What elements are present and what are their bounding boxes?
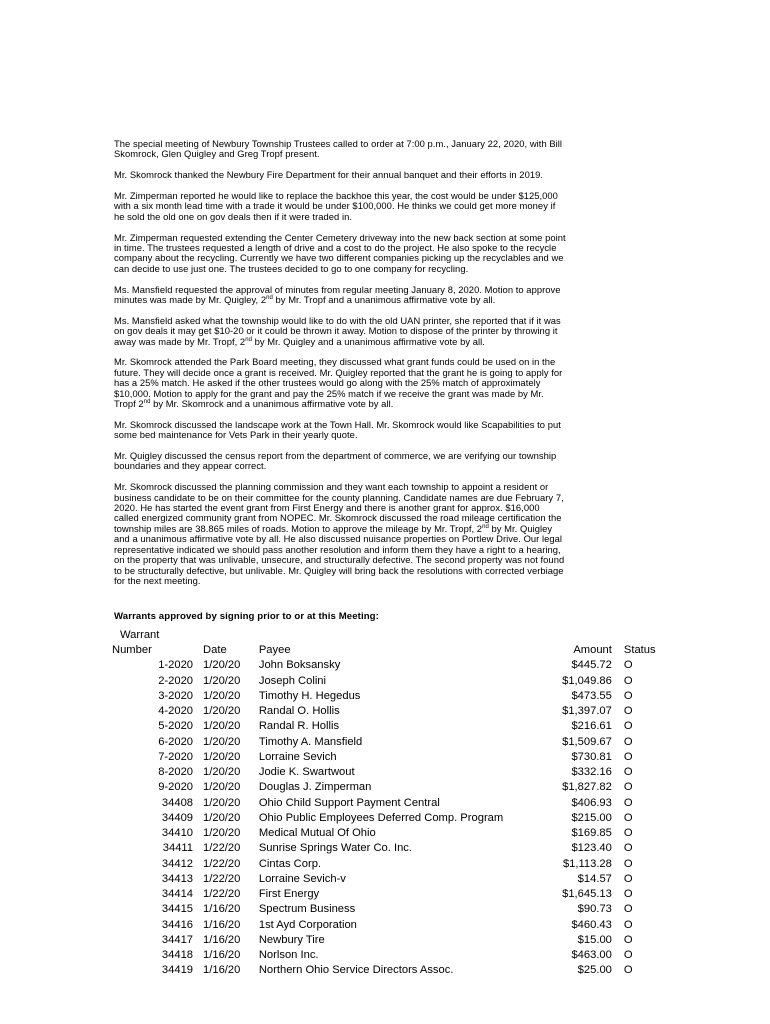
warrant-status: O: [623, 964, 633, 977]
table-row: [112, 917, 672, 932]
warrant-number: 34415: [161, 903, 194, 916]
warrant-number: 34408: [161, 796, 194, 809]
warrant-amount: $473.55: [571, 689, 612, 702]
warrant-status: O: [623, 857, 633, 870]
warrant-payee: Ohio Public Employees Deferred Comp. Program: [258, 811, 504, 824]
warrant-number: 9-2020: [158, 781, 194, 794]
warrant-date: 1/20/20: [203, 766, 241, 779]
warrant-status: O: [623, 888, 633, 901]
warrant-date: 1/20/20: [203, 811, 241, 824]
warrant-payee: John Boksansky: [258, 659, 341, 672]
minutes-paragraph: Mr. Skomrock discussed the planning commission and they want each township to appoint a resident or business candidate to be on their committee for the county planning. Candidate names are due February 7, 2020. He has started the event grant from First Energy and there is another grant for approx. $16,000 called energized community grant from NOPEC. Mr. Skomrock discussed the road mileage certification the township miles are 38.865 miles of roads. Motion to approve the mileage by Mr. Tropf, 2nd by Mr. Quigley and a unanimous affirmative vote by all. He also discussed nuisance properties on Portlew Drive. Our legal representative indicated we should pass another resolution and inform them they have a right to a hearing, on the property that was unlivable, unsecure, and structurally defective. The second property was not found to be structurally defective, but unlivable. Mr. Quigley will bring back the resolutions with corrected verbiage for the next meeting.: [114, 481, 565, 586]
warrant-date: 1/20/20: [203, 735, 241, 748]
warrant-amount: $460.43: [571, 918, 612, 931]
table-row: [112, 719, 672, 734]
warrant-amount: $332.16: [571, 766, 612, 779]
warrant-payee: First Energy: [258, 888, 320, 901]
warrant-status: O: [623, 689, 633, 702]
warrant-amount: $25.00: [577, 964, 612, 977]
warrant-date: 1/20/20: [203, 720, 241, 733]
warrant-date: 1/22/20: [203, 842, 241, 855]
warrant-payee: Douglas J. Zimperman: [258, 781, 372, 794]
table-row: [112, 765, 672, 780]
warrant-status: O: [623, 659, 633, 672]
table-row: [112, 841, 672, 856]
warrant-date: 1/20/20: [203, 659, 241, 672]
warrant-status: O: [623, 720, 633, 733]
warrant-number: 34418: [161, 949, 194, 962]
warrant-date: 1/20/20: [203, 674, 241, 687]
warrant-status: O: [623, 750, 633, 763]
table-row: [112, 856, 672, 871]
minutes-paragraph: Mr. Skomrock thanked the Newbury Fire Department for their annual banquet and their efforts in 2019.: [114, 169, 544, 181]
warrant-payee: 1st Ayd Corporation: [258, 918, 357, 931]
warrant-date: 1/20/20: [203, 705, 241, 718]
warrant-number: 8-2020: [158, 766, 194, 779]
table-row: [112, 688, 672, 703]
warrant-status: O: [623, 796, 633, 809]
table-row: [112, 963, 672, 978]
warrant-number: 34417: [161, 933, 194, 946]
table-row: [112, 887, 672, 902]
warrant-amount: $1,113.28: [562, 857, 612, 870]
table-row: [112, 704, 672, 719]
warrant-number: 34412: [161, 857, 194, 870]
warrant-date: 1/20/20: [203, 750, 241, 763]
warrant-number: 3-2020: [158, 689, 194, 702]
warrant-number: 34413: [161, 872, 194, 885]
warrant-payee: Sunrise Springs Water Co. Inc.: [258, 842, 413, 855]
warrant-payee: Timothy A. Mansfield: [258, 735, 363, 748]
warrant-payee: Northern Ohio Service Directors Assoc.: [258, 964, 454, 977]
warrant-date: 1/16/20: [203, 903, 241, 916]
table-row: [112, 780, 672, 795]
minutes-paragraph: Mr. Skomrock attended the Park Board meeting, they discussed what grant funds could be used on in the future. They will decide once a grant is received. Mr. Quigley reported that the grant he is going to apply for has a 25% match. He asked if the other trustees would go along with the 25% match of approximately $10,000. Motion to apply for the grant and pay the 25% match if we receive the grant was made by Mr. Tropf 2nd by Mr. Skomrock and a unanimous affirmative vote by all.: [114, 356, 563, 410]
warrant-payee: Newbury Tire: [258, 933, 325, 946]
warrant-payee: Joseph Colini: [258, 674, 327, 687]
warrant-status: O: [623, 872, 633, 885]
warrant-payee: Medical Mutual Of Ohio: [258, 827, 376, 840]
warrant-status: O: [623, 766, 633, 779]
warrant-payee: Lorraine Sevich: [258, 750, 337, 763]
warrant-number: 34414: [161, 888, 194, 901]
table-row: [112, 932, 672, 947]
warrant-amount: $15.00: [577, 933, 612, 946]
warrant-amount: $216.61: [571, 720, 612, 733]
warrant-date: 1/20/20: [203, 781, 241, 794]
warrant-status: O: [623, 781, 633, 794]
header-status: Status: [623, 644, 656, 656]
warrant-date: 1/20/20: [203, 689, 241, 702]
warrant-amount: $1,397.07: [562, 705, 612, 718]
minutes-paragraph: Ms. Mansfield requested the approval of minutes from regular meeting January 8, 2020. Motion to approve minutes was made by Mr. Quigley, 2nd by Mr. Tropf and a unanimous affirmative vote by all.: [114, 283, 561, 306]
table-row: [112, 826, 672, 841]
warrants-title: Warrants approved by signing prior to or at this Meeting:: [114, 611, 379, 622]
warrant-amount: $730.81: [571, 750, 612, 763]
warrant-payee: Lorraine Sevich-v: [258, 872, 346, 885]
warrant-amount: $123.40: [571, 842, 612, 855]
minutes-paragraph: Mr. Quigley discussed the census report from the department of commerce, we are verifying our township boundaries and they appear correct.: [114, 450, 557, 472]
warrant-date: 1/16/20: [203, 949, 241, 962]
warrant-number: 7-2020: [158, 750, 194, 763]
table-row: [112, 749, 672, 764]
warrant-number: 34416: [161, 918, 194, 931]
warrant-amount: $1,827.82: [562, 781, 612, 794]
warrant-status: O: [623, 949, 633, 962]
warrant-amount: $1,049.86: [562, 674, 612, 687]
minutes-paragraph: Ms. Mansfield asked what the township would like to do with the old UAN printer, she reported that if it was on gov deals it may get $10-20 or it could be thrown it away. Motion to dispose of the printer by throwing it away was made by Mr. Tropf, 2nd by Mr. Quigley and a unanimous affirmative vote by all.: [114, 314, 561, 347]
warrant-payee: Norlson Inc.: [258, 949, 319, 962]
table-row: [112, 948, 672, 963]
table-header-row: [112, 627, 672, 642]
warrant-number: 34411: [162, 842, 194, 855]
warrant-status: O: [623, 842, 633, 855]
warrant-status: O: [623, 674, 633, 687]
warrant-number: 34419: [161, 964, 194, 977]
header-amount: Amount: [573, 644, 612, 656]
warrants-table: [112, 627, 672, 978]
warrant-date: 1/20/20: [203, 796, 241, 809]
warrant-status: O: [623, 933, 633, 946]
warrant-date: 1/22/20: [203, 872, 241, 885]
warrant-number: 5-2020: [158, 720, 194, 733]
minutes-paragraph: The special meeting of Newbury Township Trustees called to order at 7:00 p.m., January 22, 2020, with Bill Skomrock, Glen Quigley and Greg Tropf present.: [114, 138, 563, 160]
warrant-status: O: [623, 811, 633, 824]
warrant-payee: Randal R. Hollis: [258, 720, 340, 733]
warrant-payee: Spectrum Business: [258, 903, 356, 916]
warrant-status: O: [623, 827, 633, 840]
warrant-number: 6-2020: [158, 735, 194, 748]
table-row: [112, 658, 672, 673]
warrant-payee: Jodie K. Swartwout: [258, 766, 355, 779]
warrant-status: O: [623, 903, 633, 916]
table-row: [112, 673, 672, 688]
warrant-amount: $14.57: [577, 872, 612, 885]
warrant-status: O: [623, 918, 633, 931]
warrant-payee: Cintas Corp.: [258, 857, 322, 870]
warrant-amount: $1,509.67: [562, 735, 612, 748]
warrant-number: 2-2020: [158, 674, 194, 687]
warrant-amount: $445.72: [571, 659, 612, 672]
warrant-amount: $90.73: [577, 903, 612, 916]
warrant-number: 4-2020: [158, 705, 194, 718]
warrant-number: 1-2020: [158, 659, 194, 672]
warrant-amount: $215.00: [571, 811, 612, 824]
minutes-paragraph: Mr. Zimperman reported he would like to replace the backhoe this year, the cost would be under $125,000 with a six month lead time with a trade it would be under $100,000. He thinks we could get more money if he sold the old one on gov deals then if it were traded in.: [114, 190, 558, 222]
warrants-section: [112, 611, 672, 978]
warrant-payee: Randal O. Hollis: [258, 705, 340, 718]
warrant-date: 1/16/20: [203, 918, 241, 931]
warrant-date: 1/22/20: [203, 857, 241, 870]
header-number: Number: [112, 644, 152, 656]
table-row: [112, 902, 672, 917]
warrant-date: 1/22/20: [203, 888, 241, 901]
table-header-row: [112, 642, 672, 658]
minutes-paragraph: Mr. Skomrock discussed the landscape work at the Town Hall. Mr. Skomrock would like Scapabilities to put some bed maintenance for Vets Park in their yearly quote.: [114, 418, 561, 441]
header-warrant: Warrant: [120, 628, 160, 641]
warrant-number: 34410: [161, 827, 194, 840]
warrant-status: O: [623, 705, 633, 718]
table-row: [112, 734, 672, 749]
warrant-amount: $463.00: [571, 949, 612, 962]
table-row: [112, 871, 672, 886]
warrant-date: 1/16/20: [203, 964, 241, 977]
warrant-amount: $169.85: [571, 827, 612, 840]
warrant-payee: Timothy H. Hegedus: [258, 689, 361, 702]
warrant-payee: Ohio Child Support Payment Central: [258, 796, 440, 809]
warrant-amount: $1,645.13: [562, 888, 612, 901]
meeting-minutes: [114, 139, 659, 597]
warrant-date: 1/20/20: [203, 827, 241, 840]
header-payee: Payee: [258, 644, 291, 656]
header-date: Date: [203, 644, 227, 656]
warrant-status: O: [623, 735, 633, 748]
warrant-amount: $406.93: [571, 796, 612, 809]
warrant-date: 1/16/20: [203, 933, 241, 946]
table-row: [112, 810, 672, 825]
warrant-number: 34409: [161, 811, 194, 824]
minutes-paragraph: Mr. Zimperman requested extending the Center Cemetery driveway into the new back section at some point in time. The trustees requested a length of drive and a cost to do the project. He also spoke to the recycle company about the recycling. Currently we have two different companies picking up the recyclables and we can decide to use just one. The trustees decided to go to one company for recycling.: [114, 231, 566, 274]
table-row: [112, 795, 672, 810]
